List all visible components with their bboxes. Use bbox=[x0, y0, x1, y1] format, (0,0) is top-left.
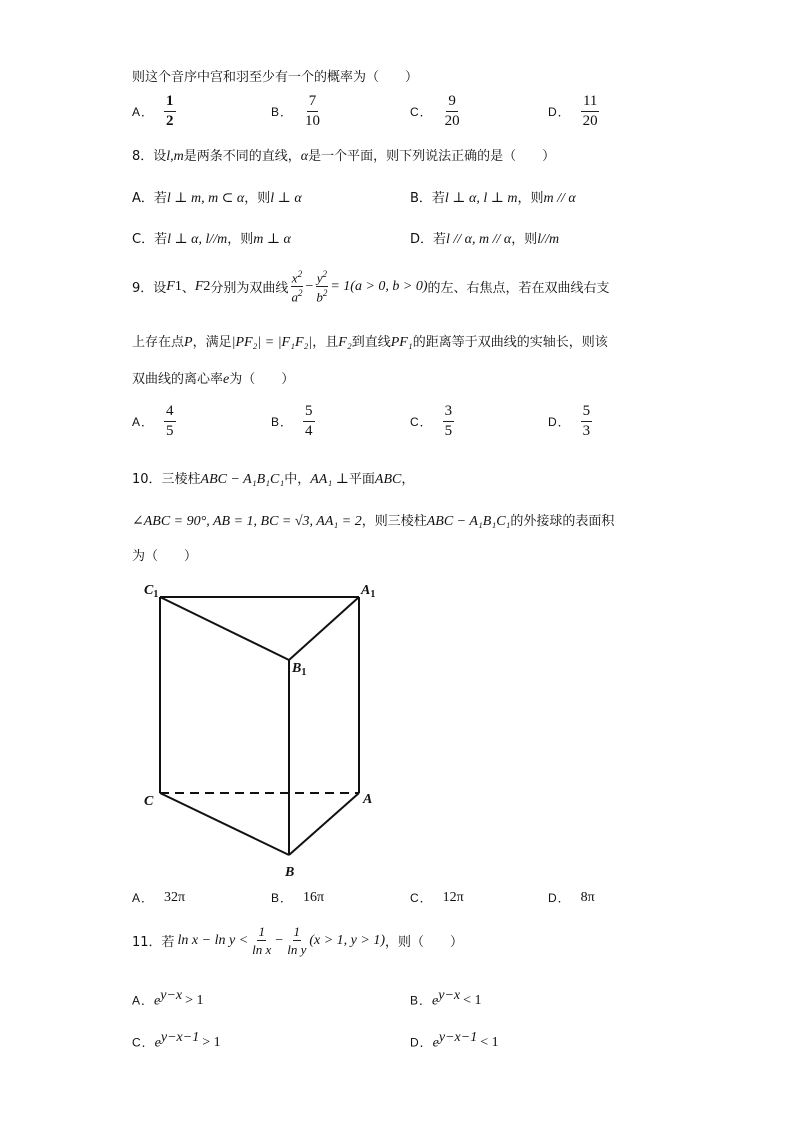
q10-option-b[interactable]: B． 16π bbox=[271, 889, 325, 905]
q8-option-a[interactable]: A．若l ⊥ m, m ⊂ α，则l ⊥ α bbox=[132, 191, 302, 206]
q9-option-b[interactable]: B． $\frac{5}{4}$ bbox=[271, 403, 313, 439]
fraction: $\frac{5}{3}$ bbox=[582, 403, 591, 439]
fraction: $\frac{5}{4}$ bbox=[305, 403, 313, 439]
q7-option-a[interactable]: A． $\frac{1}{2}$ bbox=[132, 93, 174, 129]
q7-option-d[interactable]: D． $\frac{11}{20}$ bbox=[548, 93, 598, 129]
q11-option-b[interactable]: B．$e^{y-x} < 1$ bbox=[410, 988, 482, 1009]
q9-option-c[interactable]: C． $\frac{3}{5}$ bbox=[410, 403, 453, 439]
hyperbola-y-term: $\frac{y^2}{b^2}$ bbox=[316, 269, 328, 305]
q9-stem-line3: 双曲线的离心率e为（ ） bbox=[132, 372, 295, 387]
label-c: C bbox=[144, 794, 154, 809]
q8-stem: 8．设l,m是两条不同的直线，α是一个平面，则下列说法正确的是（ ） bbox=[132, 149, 556, 164]
fraction: $\frac{1}{\text{ln x}}$ bbox=[252, 924, 272, 957]
q8-option-b[interactable]: B．若l ⊥ α, l ⊥ m，则m // α bbox=[410, 191, 576, 206]
edge-a-b bbox=[289, 793, 359, 855]
q10-stem-line2: ∠ABC = 90°, AB = 1, BC = √3, AA₁ = 2，则三棱柱ABC − A₁B₁C₁的外接球的表面积 bbox=[132, 514, 615, 529]
q8-option-d[interactable]: D．若l // α, m // α，则l//m bbox=[410, 232, 560, 247]
label-b: B bbox=[285, 865, 295, 880]
q10-stem-line1: 10．三棱柱ABC − A₁B₁C₁中，AA₁ ⊥平面ABC， bbox=[132, 472, 415, 487]
q7-option-b[interactable]: B． $\frac{7}{10}$ bbox=[271, 93, 321, 129]
q10-stem-line3: 为（ ） bbox=[132, 549, 198, 564]
label-a: A bbox=[363, 792, 373, 807]
q9-stem-line2: 上存在点P，满足|PF₂| = |F₁F₂|，且F₂到直线PF₁的距离等于双曲线的实轴长，则该 bbox=[132, 335, 608, 350]
q9-stem-line1: 9．设 F 1 、 F 2 分别为双曲线 $\frac{x^2}{a^2}$ − $\frac{y^2}{b^2}$ = 1(a > 0, b > 0) 的左、右焦点，若在双曲线右支 bbox=[132, 269, 610, 305]
q11-option-d[interactable]: D．$e^{y-x-1} < 1$ bbox=[410, 1030, 499, 1051]
fraction: $\frac{9}{20}$ bbox=[444, 93, 460, 129]
q9-option-a[interactable]: A． $\frac{4}{5}$ bbox=[132, 403, 174, 439]
q9-option-d[interactable]: D． $\frac{5}{3}$ bbox=[548, 403, 591, 439]
q11-option-c[interactable]: C．$e^{y-x-1} > 1$ bbox=[132, 1030, 221, 1051]
fraction: $\frac{7}{10}$ bbox=[305, 93, 321, 129]
label-b1: $B_1$ bbox=[292, 661, 307, 678]
q10-option-a[interactable]: A． 32π bbox=[132, 889, 186, 905]
fraction: $\frac{11}{20}$ bbox=[582, 93, 598, 129]
fraction: $\frac{1}{2}$ bbox=[166, 93, 174, 129]
q7-stem: 则这个音序中宫和羽至少有一个的概率为（ ） bbox=[132, 70, 419, 85]
prism-diagram bbox=[130, 570, 390, 885]
edge-c-b bbox=[160, 793, 289, 855]
q8-option-c[interactable]: C．若l ⊥ α, l//m，则m ⊥ α bbox=[132, 232, 291, 247]
fraction: $\frac{4}{5}$ bbox=[166, 403, 174, 439]
fraction: $\frac{1}{\text{ln y}}$ bbox=[287, 924, 307, 957]
hyperbola-x-term: $\frac{x^2}{a^2}$ bbox=[291, 269, 303, 305]
fraction: $\frac{3}{5}$ bbox=[444, 403, 453, 439]
label-a1: $A_1$ bbox=[361, 583, 376, 600]
q11-option-a[interactable]: A．$e^{y-x} > 1$ bbox=[132, 988, 204, 1009]
label-c1: $C_1$ bbox=[144, 583, 159, 600]
q10-option-c[interactable]: C． 12π bbox=[410, 889, 464, 905]
q11-stem: 11．若 ln x − ln y < $\frac{1}{\text{ln x}}$ − $\frac{1}{\text{ln y}}$ (x > 1, y > 1) ，则（ ） bbox=[132, 924, 464, 957]
q7-option-c[interactable]: C． $\frac{9}{20}$ bbox=[410, 93, 460, 129]
edge-a1-b1 bbox=[289, 597, 359, 660]
q10-option-d[interactable]: D． 8π bbox=[548, 889, 595, 905]
edge-c1-b1 bbox=[160, 597, 289, 660]
